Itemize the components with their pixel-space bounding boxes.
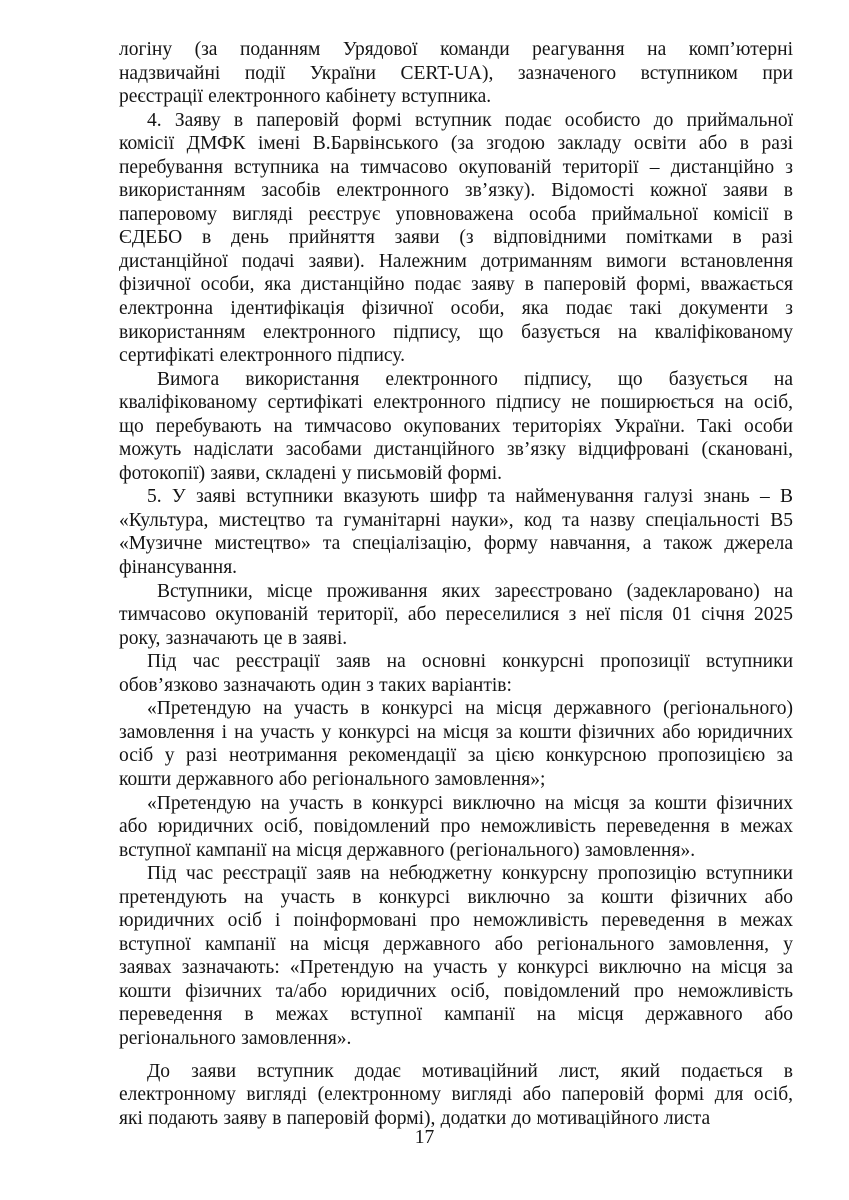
text-line: фінансування. — [119, 557, 238, 579]
text-line: електронному вигляді (електронному вигляді або паперовій формі для осіб, — [119, 1084, 793, 1106]
text-line: Вступники, місце проживання яких зареєстровано (задекларовано) на — [157, 580, 793, 602]
text-line: фізичної особи, яка дистанційно подає заяву в паперовій формі, вважається — [119, 274, 793, 296]
text-line: паперовому вигляді реєструє уповноважена особа приймальної комісії в — [119, 203, 793, 225]
paragraph — [119, 485, 793, 579]
text-line: Під час реєстрації заяв на основні конкурсні пропозиції вступники — [147, 651, 793, 673]
text-line: «Музичне мистецтво» та спеціалізацію, форму навчання, а також джерела — [119, 533, 793, 555]
text-line: 5. У заяві вступники вказують шифр та найменування галузі знань – В — [147, 486, 793, 508]
text-line: або юридичних осіб, повідомлений про неможливість переведення в межах — [119, 816, 793, 838]
text-line: До заяви вступник додає мотиваційний лист, який подається в — [147, 1060, 793, 1082]
text-line: Вимога використання електронного підпису, що базується на — [157, 368, 793, 390]
text-line: ЄДЕБО в день прийняття заяви (з відповідними помітками в разі — [119, 227, 793, 249]
paragraph — [119, 38, 793, 109]
text-line: претендують на участь в конкурсі виключно за кошти фізичних або — [119, 886, 793, 908]
paragraph — [119, 650, 793, 697]
text-line: Під час реєстрації заяв на небюджетну конкурсну пропозицію вступники — [147, 863, 793, 885]
document-body — [119, 38, 793, 1130]
text-line: обов’язково зазначають один з таких варіантів: — [119, 674, 512, 696]
text-line: регіонального замовлення». — [119, 1027, 352, 1049]
text-line: сертифікаті електронного підпису. — [119, 345, 405, 367]
text-line: осіб у разі неотримання рекомендації за цією конкурсною пропозицією за — [119, 745, 793, 767]
text-line: надзвичайні події України CERT-UA), зазначеного вступником при — [119, 62, 793, 84]
text-line: можуть надіслати засобами дистанційного зв’язку відцифровані (скановані, — [119, 439, 793, 461]
text-line: переведення в межах вступної кампанії на місця державного або — [119, 1004, 793, 1026]
text-line: що перебувають на тимчасово окупованих територіях України. Такі особи — [119, 415, 793, 437]
text-line: перебування вступника на тимчасово окупованій території – дистанційно з — [119, 156, 793, 178]
text-line: кваліфікованому сертифікаті електронного підпису не поширюється на осіб, — [119, 392, 793, 414]
text-line: кошти державного або регіонального замовлення»; — [119, 768, 546, 790]
page-number: 17 — [414, 1127, 435, 1148]
text-line: тимчасово окупованій території, або переселилися з неї після 01 січня 2025 — [119, 604, 793, 626]
text-line: дистанційної подачі заяви). Належним дотриманням вимоги встановлення — [119, 250, 793, 272]
text-line: року, зазначають це в заяві. — [119, 627, 348, 649]
text-line: вступної кампанії на місця державного (регіонального) замовлення». — [119, 839, 696, 861]
text-line: фотокопії) заяви, складені у письмовій формі. — [119, 462, 503, 484]
text-line: логіну (за поданням Урядової команди реагування на комп’ютерні — [119, 39, 793, 60]
text-line: реєстрації електронного кабінету вступника. — [119, 86, 492, 108]
text-line: які подають заяву в паперовій формі), додатки до мотиваційного листа — [119, 1107, 711, 1129]
paragraph — [119, 368, 793, 486]
text-line: замовлення і на участь у конкурсі на місця за кошти фізичних або юридичних — [119, 721, 793, 743]
text-line: електронна ідентифікація фізичної особи, яка подає такі документи з — [119, 298, 793, 320]
paragraph — [119, 1060, 793, 1131]
text-line: 4. Заяву в паперовій формі вступник подає особисто до приймальної — [147, 109, 793, 131]
paragraph — [119, 697, 793, 791]
paragraph — [119, 862, 793, 1050]
text-line: використанням електронного підпису, що базується на кваліфікованому — [119, 321, 793, 343]
text-line: «Претендую на участь в конкурсі на місця державного (регіонального) — [147, 698, 793, 720]
text-line: «Претендую на участь в конкурсі виключно на місця за кошти фізичних — [147, 792, 793, 814]
paragraph — [119, 109, 793, 368]
text-line: вступної кампанії на місця державного або регіонального замовлення, у — [119, 933, 793, 955]
text-line: заявах зазначають: «Претендую на участь у конкурсі виключно на місця за — [119, 957, 793, 979]
text-line: юридичних осіб і поінформовані про неможливість переведення в межах — [119, 910, 793, 932]
text-line: комісії ДМФК імені В.Барвінського (за згодою закладу освіти або в разі — [119, 133, 793, 155]
text-line: «Культура, мистецтво та гуманітарні науки», код та назву спеціальності В5 — [119, 509, 793, 531]
text-line: використанням засобів електронного зв’язку). Відомості кожної заяви в — [119, 180, 793, 202]
paragraph — [119, 580, 793, 651]
paragraph — [119, 792, 793, 863]
text-line: кошти фізичних та/або юридичних осіб, повідомлений про неможливість — [119, 980, 793, 1002]
